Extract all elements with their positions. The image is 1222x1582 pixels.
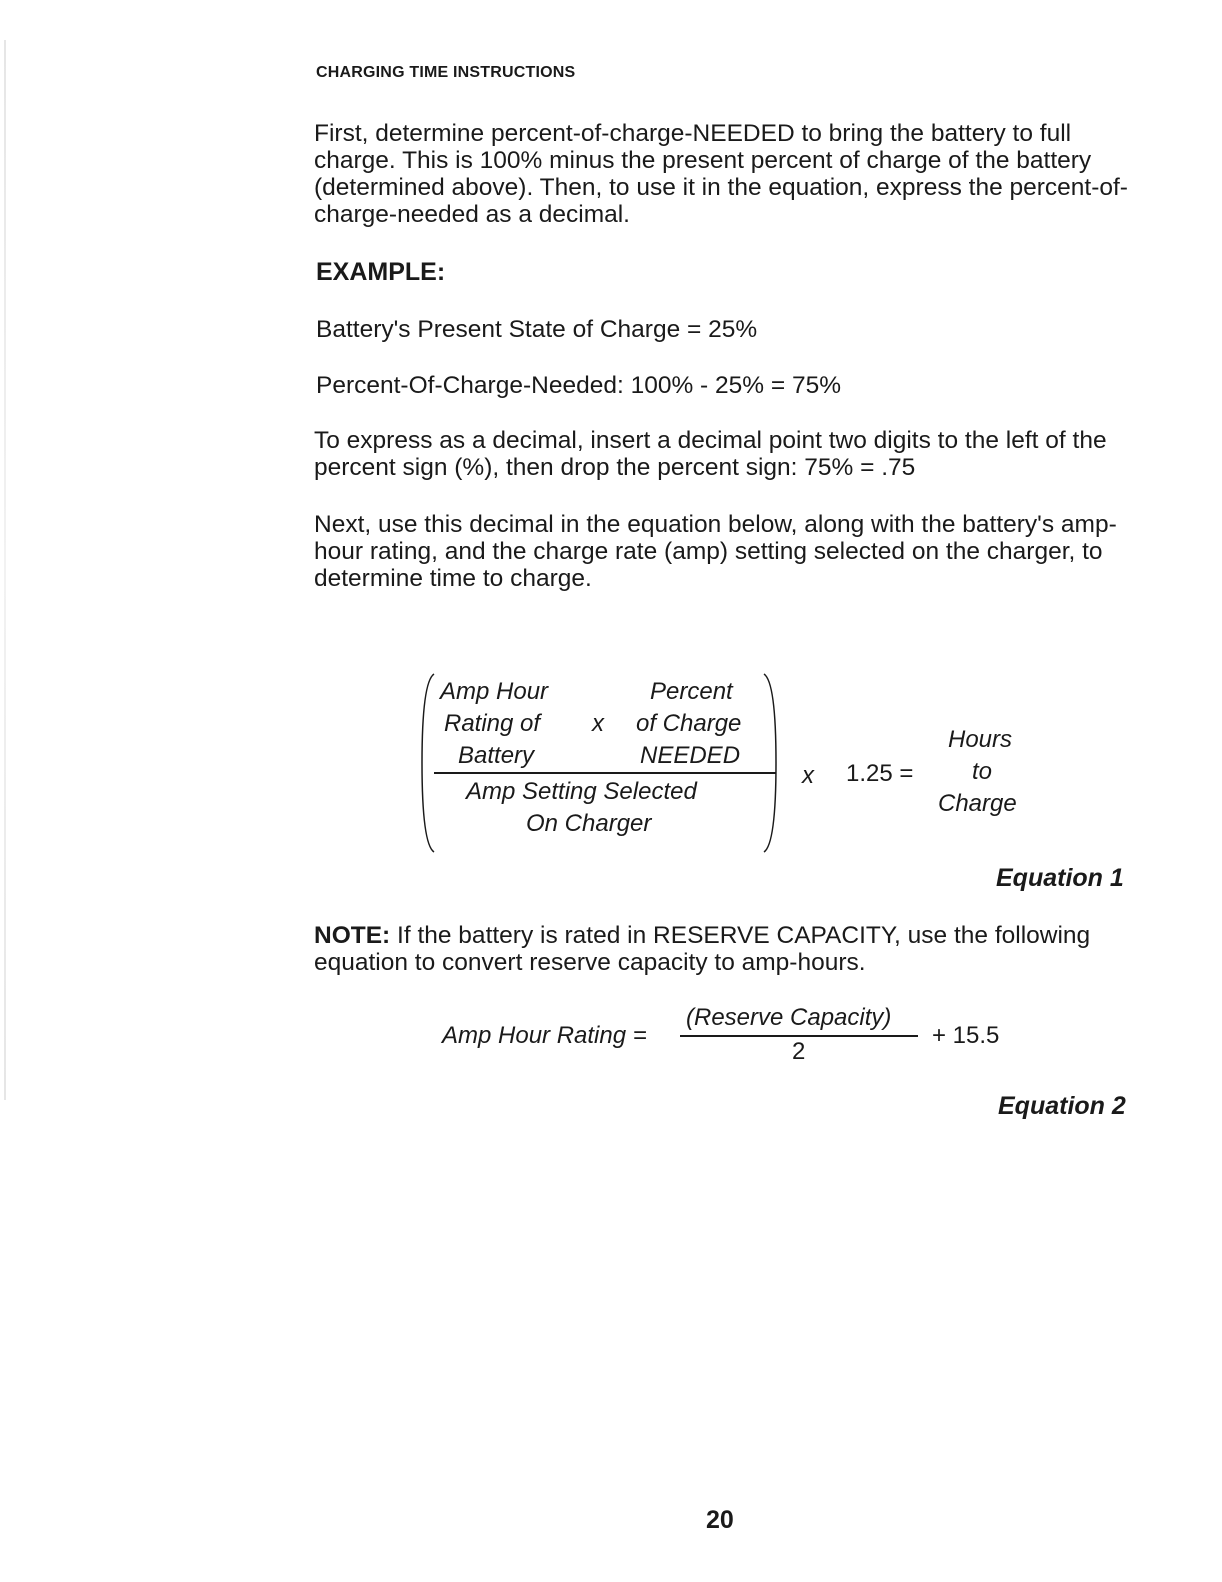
result-line-3: Charge [938, 790, 1017, 817]
example-heading: EXAMPLE: [316, 258, 446, 286]
inner-multiply-sign: x [592, 710, 604, 737]
equation-2-numerator: (Reserve Capacity) [686, 1004, 892, 1031]
equation-2-lhs: Amp Hour Rating = [442, 1022, 647, 1049]
next-paragraph: Next, use this decimal in the equation below, along with the battery's amp-hour rating, and the charge rate (amp) setting selected on the charger, to determine time to charge. [314, 511, 1117, 592]
numerator-left-line-1: Amp Hour [440, 678, 549, 705]
equation-2-addend: + 15.5 [932, 1022, 1000, 1049]
fraction-bar [434, 772, 776, 774]
numerator-right-line-3: NEEDED [640, 742, 741, 769]
equation-1-label: Equation 1 [996, 864, 1124, 892]
result-line-2: to [972, 758, 993, 785]
scan-edge [4, 40, 6, 1100]
factor-equals: 1.25 = [846, 760, 914, 787]
present-state-line: Battery's Present State of Charge = 25% [316, 316, 758, 343]
note-paragraph [314, 922, 1154, 976]
denominator-line-2: On Charger [526, 810, 652, 837]
denominator-line-1: Amp Setting Selected [466, 778, 697, 805]
equation-2-fraction-bar [680, 1035, 918, 1037]
note-text: If the battery is rated in RESERVE CAPACITY, use the following equation to convert reserve capacity to amp-hours. [314, 922, 1091, 976]
section-heading: CHARGING TIME INSTRUCTIONS [316, 64, 576, 81]
note-label: NOTE: [314, 922, 391, 949]
equation-2 [440, 1004, 1060, 1074]
result-line-1: Hours [948, 726, 1013, 753]
right-parenthesis [762, 672, 778, 854]
numerator-left-line-2: Rating of [444, 710, 541, 737]
equation-2-label: Equation 2 [998, 1092, 1126, 1120]
intro-paragraph: First, determine percent-of-charge-NEEDED to bring the battery to full charge. This is 100% minus the present percent of charge of the battery (determined above). Then, to use it in the equation, express the percent-of-charge-needed as a decimal. [314, 120, 1128, 228]
numerator-right-line-2: of Charge [636, 710, 742, 737]
equation-2-denominator: 2 [792, 1038, 806, 1065]
numerator-right-line-1: Percent [650, 678, 733, 705]
outer-multiply-sign: x [802, 762, 814, 789]
equation-1 [420, 672, 1060, 854]
page-number: 20 [706, 1506, 734, 1534]
decimal-paragraph: To express as a decimal, insert a decimal point two digits to the left of the percent sign (%), then drop the percent sign: 75% = .75 [314, 427, 1107, 481]
numerator-left-line-3: Battery [458, 742, 535, 769]
charge-needed-line: Percent-Of-Charge-Needed: 100% - 25% = 75% [316, 372, 841, 399]
left-parenthesis [420, 672, 436, 854]
